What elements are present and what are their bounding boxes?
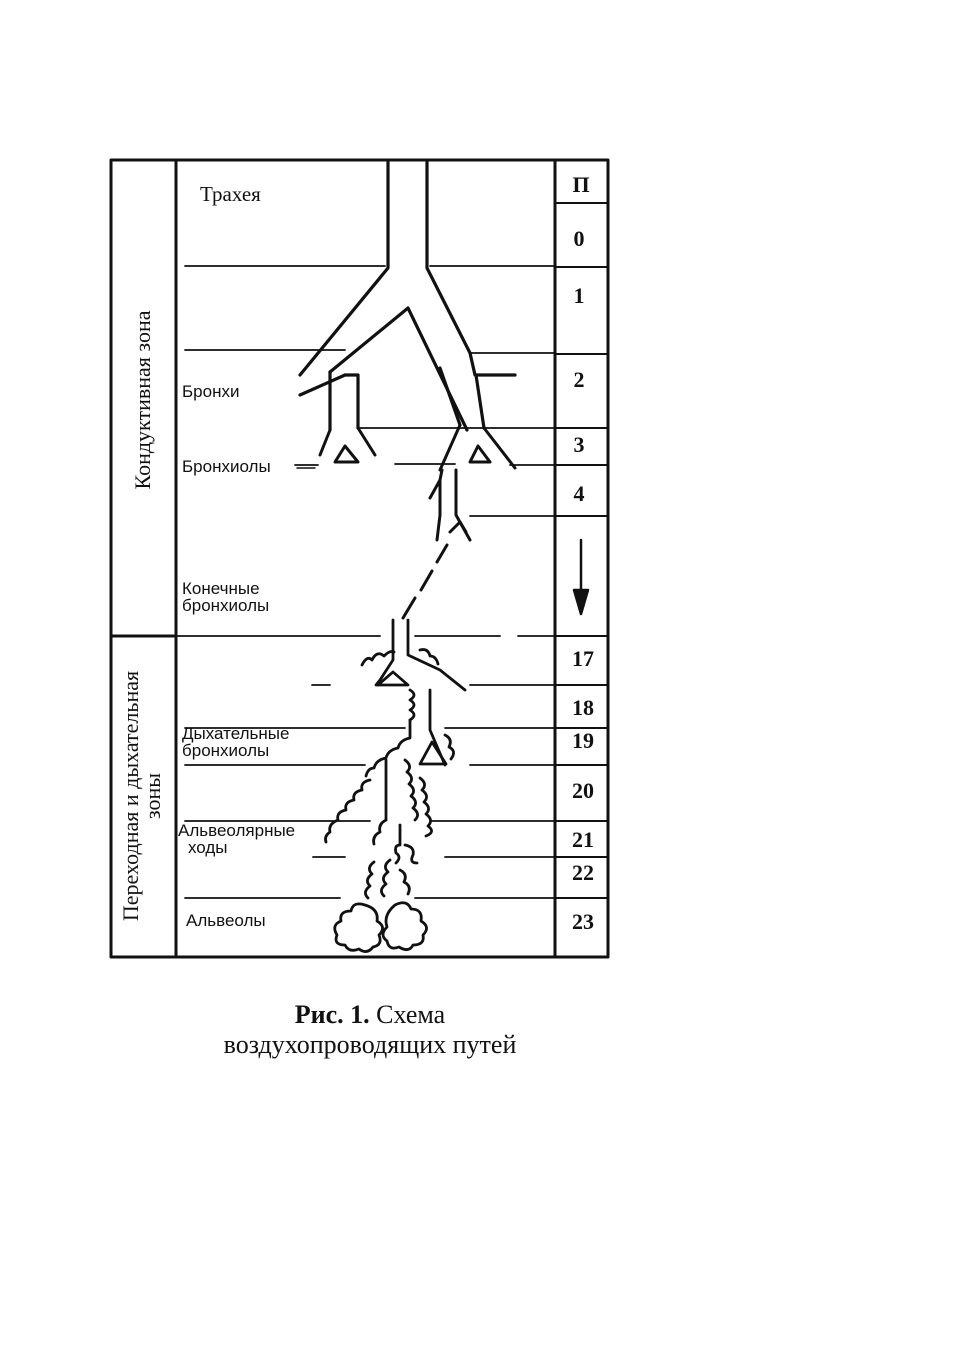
- bronchi-label: Бронхи: [182, 382, 240, 401]
- figure-caption: [160, 1000, 580, 1060]
- generation-number: 22: [572, 860, 594, 885]
- caption-line-1: [160, 1000, 580, 1030]
- caption-title-2: воздухопроводящих путей: [223, 1030, 517, 1059]
- bronchioles-label: Бронхиолы: [182, 457, 271, 476]
- trachea-shape: [300, 162, 515, 430]
- transitional-zone-label-1: Переходная и дыхательная: [118, 670, 143, 922]
- trachea-label: Трахея: [200, 182, 261, 206]
- respiratory-bronchioles-shape: [326, 620, 466, 898]
- alveoli-cluster: [335, 903, 427, 952]
- generation-number: 3: [573, 432, 585, 457]
- respiratory-bronchioles-label-1: Дыхательные: [182, 724, 290, 743]
- generation-number: 0: [573, 226, 585, 251]
- alveoli-label: Альвеолы: [186, 911, 266, 930]
- alveolar-ducts-label-1: Альвеолярные: [178, 821, 296, 840]
- generation-number: 4: [573, 481, 585, 506]
- zone-labels: [118, 310, 165, 921]
- terminal-bronchioles-label-1: Конечные: [182, 579, 260, 598]
- transitional-zone-label-2: зоны: [140, 772, 165, 820]
- structure-labels: [178, 182, 295, 930]
- conductive-zone-label: Кондуктивная зона: [130, 310, 155, 490]
- generation-number: 20: [572, 778, 594, 803]
- generation-number: 1: [573, 283, 585, 308]
- down-arrow-icon: [574, 540, 588, 614]
- generation-header: П: [572, 172, 590, 197]
- terminal-bronchiole-dashes: [403, 545, 447, 618]
- generation-number: 23: [572, 909, 594, 934]
- bronchioles-shape: [320, 425, 515, 540]
- respiratory-bronchioles-label-2: бронхиолы: [182, 741, 270, 760]
- generation-number: 17: [572, 646, 594, 671]
- alveolar-ducts-label-2: ходы: [188, 838, 228, 857]
- generation-number: 2: [573, 367, 585, 392]
- caption-title-1: Схема: [376, 1000, 446, 1029]
- terminal-bronchioles-label-2: бронхиолы: [182, 596, 270, 615]
- generation-column: [572, 172, 594, 934]
- generation-number: 19: [572, 728, 594, 753]
- generation-number: 18: [572, 695, 594, 720]
- generation-number: 21: [572, 827, 594, 852]
- caption-prefix: Рис. 1.: [294, 1000, 370, 1029]
